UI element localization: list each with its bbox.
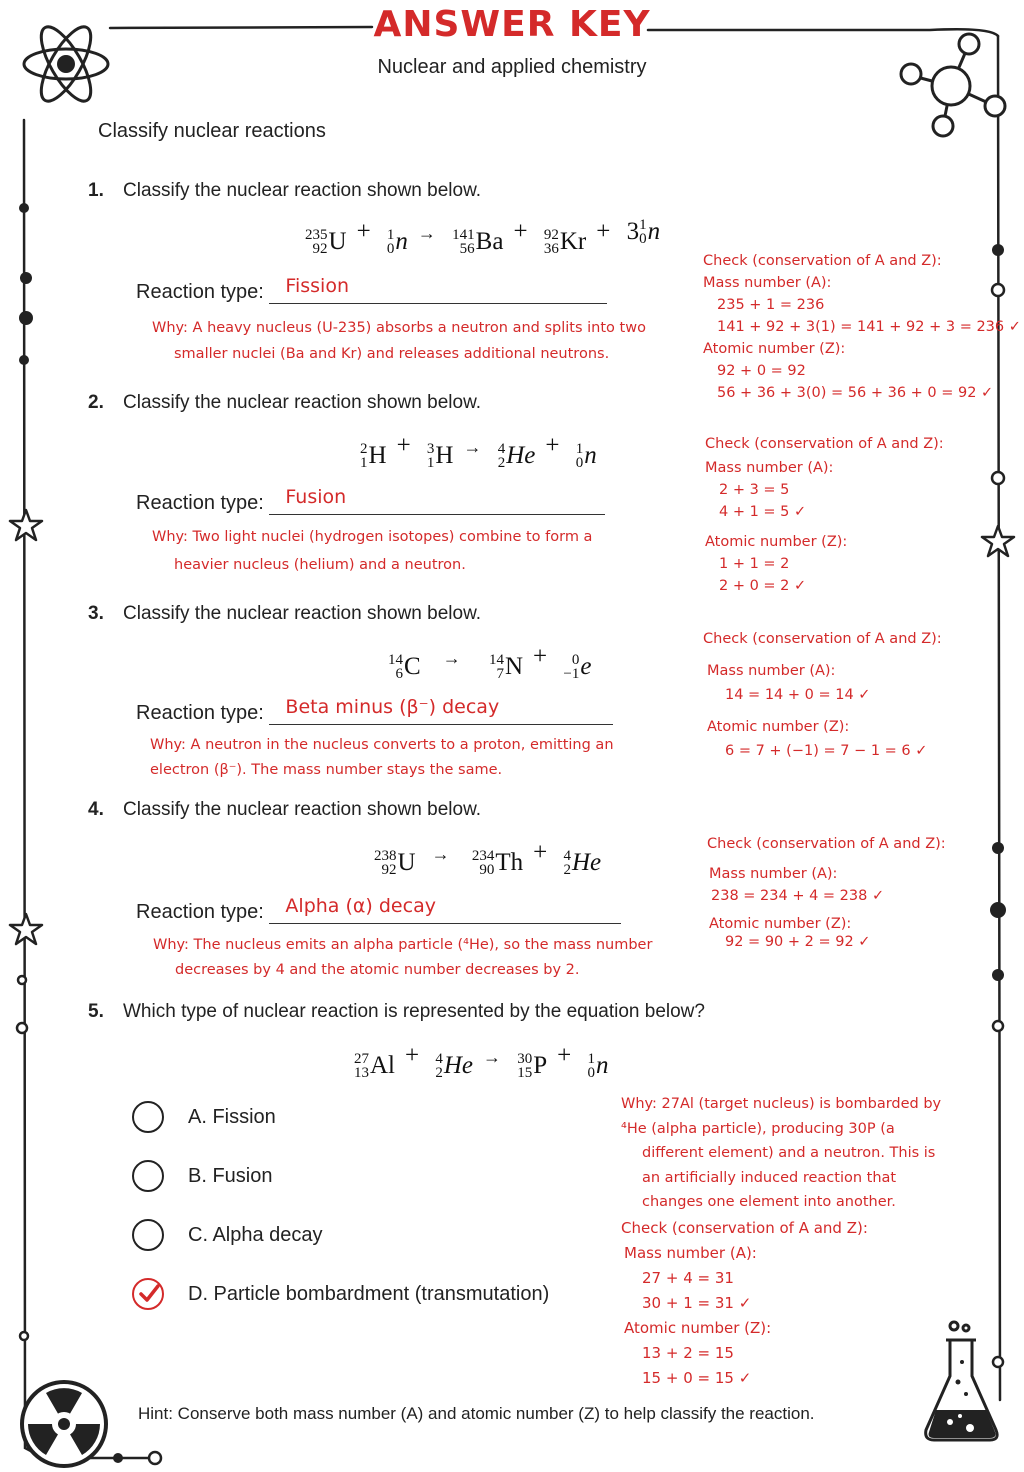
option-c[interactable]: C. Alpha decay [132,1219,323,1251]
star-icon [8,508,44,542]
nuclide: 1 0 n [386,227,408,257]
page-subtitle: Nuclear and applied chemistry [377,56,647,78]
reaction-type-4: Reaction type: Alpha (α) decay [136,900,621,924]
why-1: Why: A heavy nucleus (U-235) absorbs a neutron and splits into two smaller nuclei (Ba and Kr) and releases additional neutrons. [152,320,646,362]
answer: Beta minus (β⁻) decay [285,696,500,718]
question-3: 3. Classify the nuclear reaction shown below. [88,603,482,624]
section-heading: Classify nuclear reactions [98,120,326,142]
answer: Fission [285,275,349,297]
nuclide: 30 15 P [517,1051,548,1081]
radio-button[interactable] [132,1160,164,1192]
nuclide: 141 56 Ba [452,227,504,257]
nuclide: 4 2 He [563,848,602,878]
equation-1: 235 92 U + 1 0 n → 141 56 Ba + 92 36 Kr + 3 1 0 n [305,217,661,257]
equation-5: 27 13 Al + 4 2 He → 30 15 P + 1 0 n [354,1042,609,1081]
option-b[interactable]: B. Fusion [132,1160,272,1192]
checkmark-icon [138,1284,160,1304]
question-2: 2. Classify the nuclear reaction shown below. [88,392,482,413]
question-1: 1. Classify the nuclear reaction shown below. [88,180,482,201]
question-4: 4. Classify the nuclear reaction shown below. [88,799,482,820]
answer: Alpha (α) decay [285,895,436,917]
nuclide: 4 2 He [497,441,536,471]
nuclide: 92 36 Kr [543,227,587,257]
why-3: Why: A neutron in the nucleus converts to a proton, emitting an electron (β⁻). The mass number stays the same. [150,737,614,778]
star-icon [8,912,44,946]
why-2: Why: Two light nuclei (hydrogen isotopes) combine to form a heavier nucleus (helium) and a neutron. [152,529,593,573]
radio-button[interactable] [132,1101,164,1133]
radio-button[interactable] [132,1219,164,1251]
nuclide: 14 6 C [388,652,421,682]
option-d[interactable]: D. Particle bombardment (transmutation) [132,1278,549,1310]
check-3: Check (conservation of A and Z): Mass number (A): 14 = 14 + 0 = 14 ✓ Atomic number (Z): 6 = 7 + (−1) = 7 − 1 = 6 ✓ [703,631,942,759]
reaction-type-2: Reaction type: Fusion [136,491,605,515]
radio-button-selected[interactable] [132,1278,164,1310]
equation-4: 238 92 U → 234 90 Th + 4 2 He [374,839,602,878]
nuclide: 238 92 U [374,848,416,878]
check-4: Check (conservation of A and Z): Mass number (A): 238 = 234 + 4 = 238 ✓ Atomic number (Z): 92 = 90 + 2 = 92 ✓ [707,836,946,950]
reaction-type-1: Reaction type: Fission [136,280,607,304]
nuclide: 3 1 H [426,441,454,471]
reaction-type-3: Reaction type: Beta minus (β⁻) decay [136,701,613,725]
nuclide: 1 0 n [587,1051,609,1081]
nuclide: 235 92 U [305,227,347,257]
flask-icon [920,1318,1002,1448]
nuclide: 2 1 H [360,441,387,471]
hint-text: Hint: Conserve both mass number (A) and atomic number (Z) to help classify the reaction. [138,1404,815,1423]
nuclide: 27 13 Al [354,1051,395,1081]
answer: Fusion [285,486,347,508]
equation-2: 2 1 H + 3 1 H → 4 2 He + 1 0 n [360,432,597,471]
why-4: Why: The nucleus emits an alpha particle (⁴He), so the mass number decreases by 4 and the atomic number decreases by 2. [153,937,653,978]
nuclide: 234 90 Th [471,848,524,878]
nuclide: 1 0 n [575,441,597,471]
star-icon [980,524,1016,558]
why-5: Why: 27Al (target nucleus) is bombarded by ⁴He (alpha particle), producing 30P (a different element) and a neutron. This is an artificially induced reaction that changes one element into another. [621,1096,942,1210]
nuclide: 4 2 He [435,1051,474,1081]
option-a[interactable]: A. Fission [132,1101,276,1133]
page-title: ANSWER KEY [373,4,651,45]
radiation-icon [18,1378,110,1470]
check-5: Check (conservation of A and Z): Mass number (A): 27 + 4 = 31 30 + 1 = 31 ✓ Atomic number (Z): 13 + 2 = 15 15 + 0 = 15 ✓ [621,1219,868,1387]
nuclide: 14 7 N [488,652,523,682]
check-2: Check (conservation of A and Z): Mass number (A): 2 + 3 = 5 4 + 1 = 5 ✓ Atomic number (Z): 1 + 1 = 2 2 + 0 = 2 ✓ [705,436,944,594]
nuclide: 0 −1 e [563,652,592,682]
check-1: Check (conservation of A and Z): Mass number (A): 235 + 1 = 236 141 + 92 + 3(1) = 141 + 92 + 3 = 236 ✓ Atomic number (Z): 92 + 0 = 92 56 + 36 + 3(0) = 56 + 36 + 0 = 92 ✓ [703,253,1021,401]
nuclide: 3 1 0 n [626,217,661,247]
equation-3: 14 6 C → 14 7 N + 0 −1 e [388,643,592,682]
question-5: 5. Which type of nuclear reaction is represented by the equation below? [88,1001,705,1022]
